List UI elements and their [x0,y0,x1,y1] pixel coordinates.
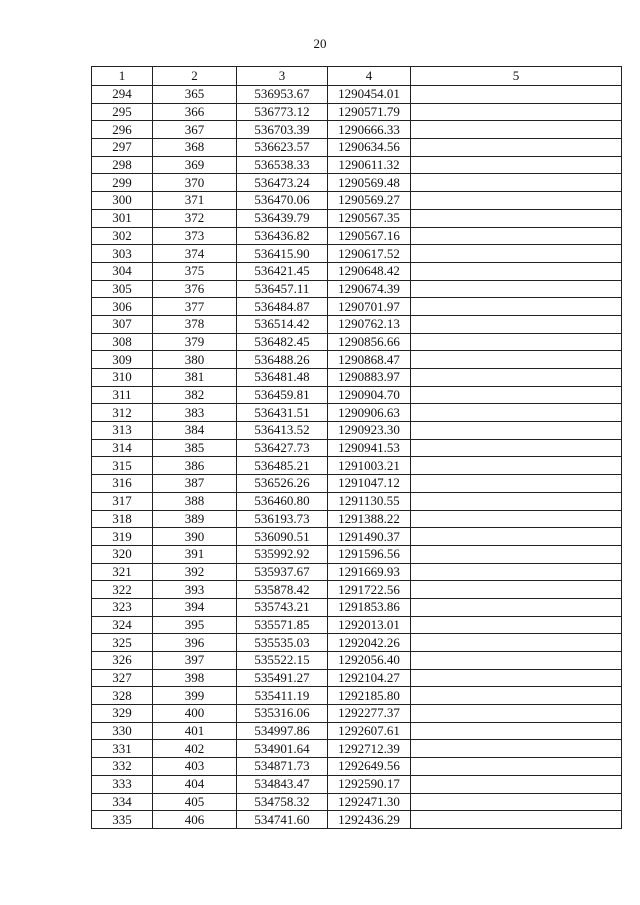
table-cell-col-4: 1290611.32 [328,156,411,174]
table-cell-col-4: 1290567.16 [328,227,411,245]
table-cell-col-5 [411,103,622,121]
table-cell-col-3: 534901.64 [237,740,328,758]
table-cell-col-1: 306 [92,298,153,316]
table-cell-col-5 [411,492,622,510]
table-cell-col-3: 536431.51 [237,404,328,422]
table-cell-col-4: 1291722.56 [328,581,411,599]
table-row [92,103,622,121]
table-cell-col-5 [411,740,622,758]
table-cell-col-2: 391 [153,545,237,563]
table-cell-col-1: 318 [92,510,153,528]
table-cell-col-5 [411,616,622,634]
table-row [92,156,622,174]
table-cell-col-5 [411,386,622,404]
table-cell-col-3: 536193.73 [237,510,328,528]
table-cell-col-1: 313 [92,422,153,440]
table-cell-col-5 [411,139,622,157]
table-cell-col-1: 299 [92,174,153,192]
column-header: 1 [92,67,153,86]
table-row [92,227,622,245]
table-row [92,422,622,440]
table-cell-col-1: 304 [92,262,153,280]
table-cell-col-1: 314 [92,439,153,457]
table-body [92,86,622,829]
table-cell-col-4: 1292277.37 [328,705,411,723]
table-cell-col-3: 535743.21 [237,598,328,616]
table-cell-col-4: 1290567.35 [328,209,411,227]
table-cell-col-2: 370 [153,174,237,192]
table-cell-col-2: 380 [153,351,237,369]
table-cell-col-5 [411,227,622,245]
table-cell-col-4: 1290617.52 [328,245,411,263]
table-cell-col-1: 320 [92,545,153,563]
table-cell-col-3: 536485.21 [237,457,328,475]
table-cell-col-1: 327 [92,669,153,687]
table-cell-col-1: 305 [92,280,153,298]
table-cell-col-4: 1290906.63 [328,404,411,422]
table-cell-col-4: 1291047.12 [328,475,411,493]
table-row [92,740,622,758]
table-cell-col-4: 1290666.33 [328,121,411,139]
table-cell-col-2: 384 [153,422,237,440]
table-cell-col-4: 1290856.66 [328,333,411,351]
table-cell-col-1: 300 [92,192,153,210]
table-cell-col-1: 322 [92,581,153,599]
table-cell-col-5 [411,280,622,298]
table-cell-col-3: 536470.06 [237,192,328,210]
table-cell-col-4: 1292185.80 [328,687,411,705]
table-row [92,545,622,563]
table-row [92,669,622,687]
table-cell-col-4: 1291853.86 [328,598,411,616]
table-cell-col-3: 536421.45 [237,262,328,280]
table-cell-col-3: 536538.33 [237,156,328,174]
table-row [92,174,622,192]
table-cell-col-4: 1290923.30 [328,422,411,440]
table-cell-col-5 [411,439,622,457]
table-cell-col-5 [411,262,622,280]
table-cell-col-5 [411,475,622,493]
table-cell-col-1: 329 [92,705,153,723]
table-cell-col-3: 535316.06 [237,705,328,723]
table-row [92,793,622,811]
table-cell-col-2: 406 [153,811,237,829]
table-cell-col-1: 298 [92,156,153,174]
table-cell-col-1: 319 [92,528,153,546]
table-cell-col-2: 365 [153,86,237,104]
table-cell-col-1: 321 [92,563,153,581]
table-cell-col-3: 535992.92 [237,545,328,563]
table-cell-col-5 [411,156,622,174]
table-cell-col-2: 369 [153,156,237,174]
table-cell-col-3: 536514.42 [237,315,328,333]
table-cell-col-4: 1290701.97 [328,298,411,316]
table-cell-col-4: 1290883.97 [328,369,411,387]
table-row [92,192,622,210]
table-cell-col-3: 536459.81 [237,386,328,404]
table-cell-col-3: 536439.79 [237,209,328,227]
column-header: 3 [237,67,328,86]
table-cell-col-3: 535491.27 [237,669,328,687]
table-cell-col-1: 335 [92,811,153,829]
table-cell-col-5 [411,510,622,528]
table-cell-col-1: 323 [92,598,153,616]
table-row [92,298,622,316]
table-cell-col-3: 536090.51 [237,528,328,546]
table-cell-col-2: 371 [153,192,237,210]
table-cell-col-3: 534843.47 [237,775,328,793]
table-cell-col-4: 1291003.21 [328,457,411,475]
table-cell-col-4: 1292056.40 [328,652,411,670]
table-row [92,333,622,351]
table-cell-col-4: 1291669.93 [328,563,411,581]
table-row [92,262,622,280]
table-cell-col-4: 1292104.27 [328,669,411,687]
table-cell-col-2: 388 [153,492,237,510]
table-row [92,86,622,104]
table-cell-col-3: 536415.90 [237,245,328,263]
table-cell-col-3: 534758.32 [237,793,328,811]
table-cell-col-3: 536413.52 [237,422,328,440]
table-cell-col-2: 395 [153,616,237,634]
table-cell-col-5 [411,369,622,387]
table-cell-col-3: 534997.86 [237,722,328,740]
table-cell-col-1: 308 [92,333,153,351]
table-cell-col-3: 535571.85 [237,616,328,634]
table-row [92,563,622,581]
table-cell-col-4: 1291388.22 [328,510,411,528]
table-cell-col-3: 536484.87 [237,298,328,316]
table-cell-col-3: 535522.15 [237,652,328,670]
table-row [92,616,622,634]
table-cell-col-3: 536436.82 [237,227,328,245]
table-cell-col-2: 373 [153,227,237,245]
table-cell-col-2: 398 [153,669,237,687]
table-row [92,315,622,333]
table-cell-col-5 [411,298,622,316]
table-cell-col-3: 535937.67 [237,563,328,581]
table-cell-col-4: 1290571.79 [328,103,411,121]
table-cell-col-5 [411,758,622,776]
table-row [92,687,622,705]
table-cell-col-1: 315 [92,457,153,475]
table-cell-col-1: 303 [92,245,153,263]
table-cell-col-3: 535411.19 [237,687,328,705]
table-cell-col-1: 309 [92,351,153,369]
table-cell-col-4: 1290941.53 [328,439,411,457]
table-cell-col-5 [411,86,622,104]
table-cell-col-2: 401 [153,722,237,740]
table-cell-col-3: 534741.60 [237,811,328,829]
table-cell-col-5 [411,563,622,581]
table-cell-col-3: 536457.11 [237,280,328,298]
table-cell-col-1: 295 [92,103,153,121]
table-cell-col-3: 536473.24 [237,174,328,192]
table-cell-col-5 [411,315,622,333]
table-cell-col-2: 377 [153,298,237,316]
table-cell-col-5 [411,811,622,829]
table-cell-col-3: 536953.67 [237,86,328,104]
table-cell-col-1: 312 [92,404,153,422]
table-cell-col-4: 1292712.39 [328,740,411,758]
table-row [92,492,622,510]
table-cell-col-2: 389 [153,510,237,528]
table-cell-col-2: 397 [153,652,237,670]
table-row [92,209,622,227]
column-header: 2 [153,67,237,86]
table-cell-col-1: 330 [92,722,153,740]
table-cell-col-2: 386 [153,457,237,475]
table-cell-col-2: 374 [153,245,237,263]
table-cell-col-4: 1292471.30 [328,793,411,811]
table-cell-col-5 [411,669,622,687]
table-header-row [92,67,622,86]
table-cell-col-1: 297 [92,139,153,157]
table-cell-col-5 [411,528,622,546]
table-cell-col-4: 1291130.55 [328,492,411,510]
table-cell-col-5 [411,581,622,599]
table-cell-col-1: 324 [92,616,153,634]
table-cell-col-4: 1292590.17 [328,775,411,793]
table-cell-col-1: 294 [92,86,153,104]
table-cell-col-3: 535535.03 [237,634,328,652]
table-cell-col-1: 326 [92,652,153,670]
page-number: 20 [313,36,327,51]
table-cell-col-4: 1290868.47 [328,351,411,369]
table-cell-col-4: 1292607.61 [328,722,411,740]
table-cell-col-5 [411,209,622,227]
table-cell-col-3: 536482.45 [237,333,328,351]
table-cell-col-2: 383 [153,404,237,422]
table-cell-col-1: 334 [92,793,153,811]
table-row [92,280,622,298]
table-cell-col-5 [411,404,622,422]
table-cell-col-5 [411,422,622,440]
table-cell-col-3: 536703.39 [237,121,328,139]
column-header: 4 [328,67,411,86]
table-row [92,652,622,670]
table-cell-col-5 [411,634,622,652]
table-cell-col-2: 392 [153,563,237,581]
table-cell-col-4: 1290674.39 [328,280,411,298]
table-cell-col-2: 368 [153,139,237,157]
table-cell-col-2: 399 [153,687,237,705]
table-row [92,811,622,829]
table-cell-col-5 [411,652,622,670]
table-cell-col-4: 1290762.13 [328,315,411,333]
table-cell-col-1: 316 [92,475,153,493]
table-cell-col-1: 325 [92,634,153,652]
table-cell-col-3: 535878.42 [237,581,328,599]
table-cell-col-4: 1291490.37 [328,528,411,546]
table-cell-col-5 [411,722,622,740]
table-cell-col-5 [411,192,622,210]
table-cell-col-3: 534871.73 [237,758,328,776]
table-cell-col-5 [411,793,622,811]
table-cell-col-2: 381 [153,369,237,387]
table-cell-col-5 [411,121,622,139]
table-cell-col-4: 1290569.48 [328,174,411,192]
table-cell-col-2: 394 [153,598,237,616]
table-cell-col-2: 375 [153,262,237,280]
table-cell-col-4: 1291596.56 [328,545,411,563]
table-row [92,351,622,369]
table-cell-col-3: 536427.73 [237,439,328,457]
table-row [92,369,622,387]
table-cell-col-2: 405 [153,793,237,811]
coordinates-table [91,66,622,829]
table-cell-col-2: 400 [153,705,237,723]
table-cell-col-1: 331 [92,740,153,758]
table-cell-col-1: 311 [92,386,153,404]
table-cell-col-4: 1290904.70 [328,386,411,404]
table-cell-col-5 [411,457,622,475]
table-row [92,386,622,404]
table-cell-col-4: 1292436.29 [328,811,411,829]
table-row [92,528,622,546]
table-cell-col-3: 536526.26 [237,475,328,493]
table-row [92,581,622,599]
table-cell-col-2: 403 [153,758,237,776]
table-cell-col-1: 296 [92,121,153,139]
table-row [92,245,622,263]
table-cell-col-2: 376 [153,280,237,298]
table-row [92,758,622,776]
table-cell-col-2: 385 [153,439,237,457]
table-cell-col-3: 536481.48 [237,369,328,387]
table-cell-col-4: 1292013.01 [328,616,411,634]
table-cell-col-2: 396 [153,634,237,652]
table-cell-col-5 [411,775,622,793]
column-header: 5 [411,67,622,86]
table-cell-col-5 [411,687,622,705]
table-row [92,634,622,652]
table-cell-col-1: 307 [92,315,153,333]
table-cell-col-1: 301 [92,209,153,227]
table-cell-col-2: 378 [153,315,237,333]
table-cell-col-2: 367 [153,121,237,139]
table-cell-col-4: 1290634.56 [328,139,411,157]
table-cell-col-2: 387 [153,475,237,493]
table-cell-col-2: 382 [153,386,237,404]
table-cell-col-2: 402 [153,740,237,758]
table-cell-col-2: 393 [153,581,237,599]
table-cell-col-3: 536460.80 [237,492,328,510]
table-cell-col-5 [411,333,622,351]
table-row [92,705,622,723]
table-row [92,139,622,157]
table-cell-col-1: 317 [92,492,153,510]
table-cell-col-5 [411,174,622,192]
table-cell-col-5 [411,545,622,563]
table-cell-col-4: 1292042.26 [328,634,411,652]
table-row [92,722,622,740]
table-cell-col-4: 1292649.56 [328,758,411,776]
table-row [92,510,622,528]
table-row [92,457,622,475]
table-row [92,439,622,457]
table-cell-col-3: 536773.12 [237,103,328,121]
table-row [92,121,622,139]
table-cell-col-4: 1290454.01 [328,86,411,104]
table-cell-col-5 [411,245,622,263]
table-cell-col-1: 310 [92,369,153,387]
table-cell-col-2: 379 [153,333,237,351]
table-cell-col-2: 372 [153,209,237,227]
table-row [92,404,622,422]
table-cell-col-5 [411,598,622,616]
table-cell-col-3: 536623.57 [237,139,328,157]
table-cell-col-4: 1290648.42 [328,262,411,280]
table-cell-col-2: 366 [153,103,237,121]
table-cell-col-3: 536488.26 [237,351,328,369]
table-cell-col-1: 328 [92,687,153,705]
table-row [92,775,622,793]
table-cell-col-1: 332 [92,758,153,776]
table-cell-col-5 [411,351,622,369]
table-cell-col-1: 333 [92,775,153,793]
table-row [92,475,622,493]
table-cell-col-1: 302 [92,227,153,245]
table-cell-col-4: 1290569.27 [328,192,411,210]
table-cell-col-2: 404 [153,775,237,793]
table-cell-col-5 [411,705,622,723]
table-cell-col-2: 390 [153,528,237,546]
table-row [92,598,622,616]
